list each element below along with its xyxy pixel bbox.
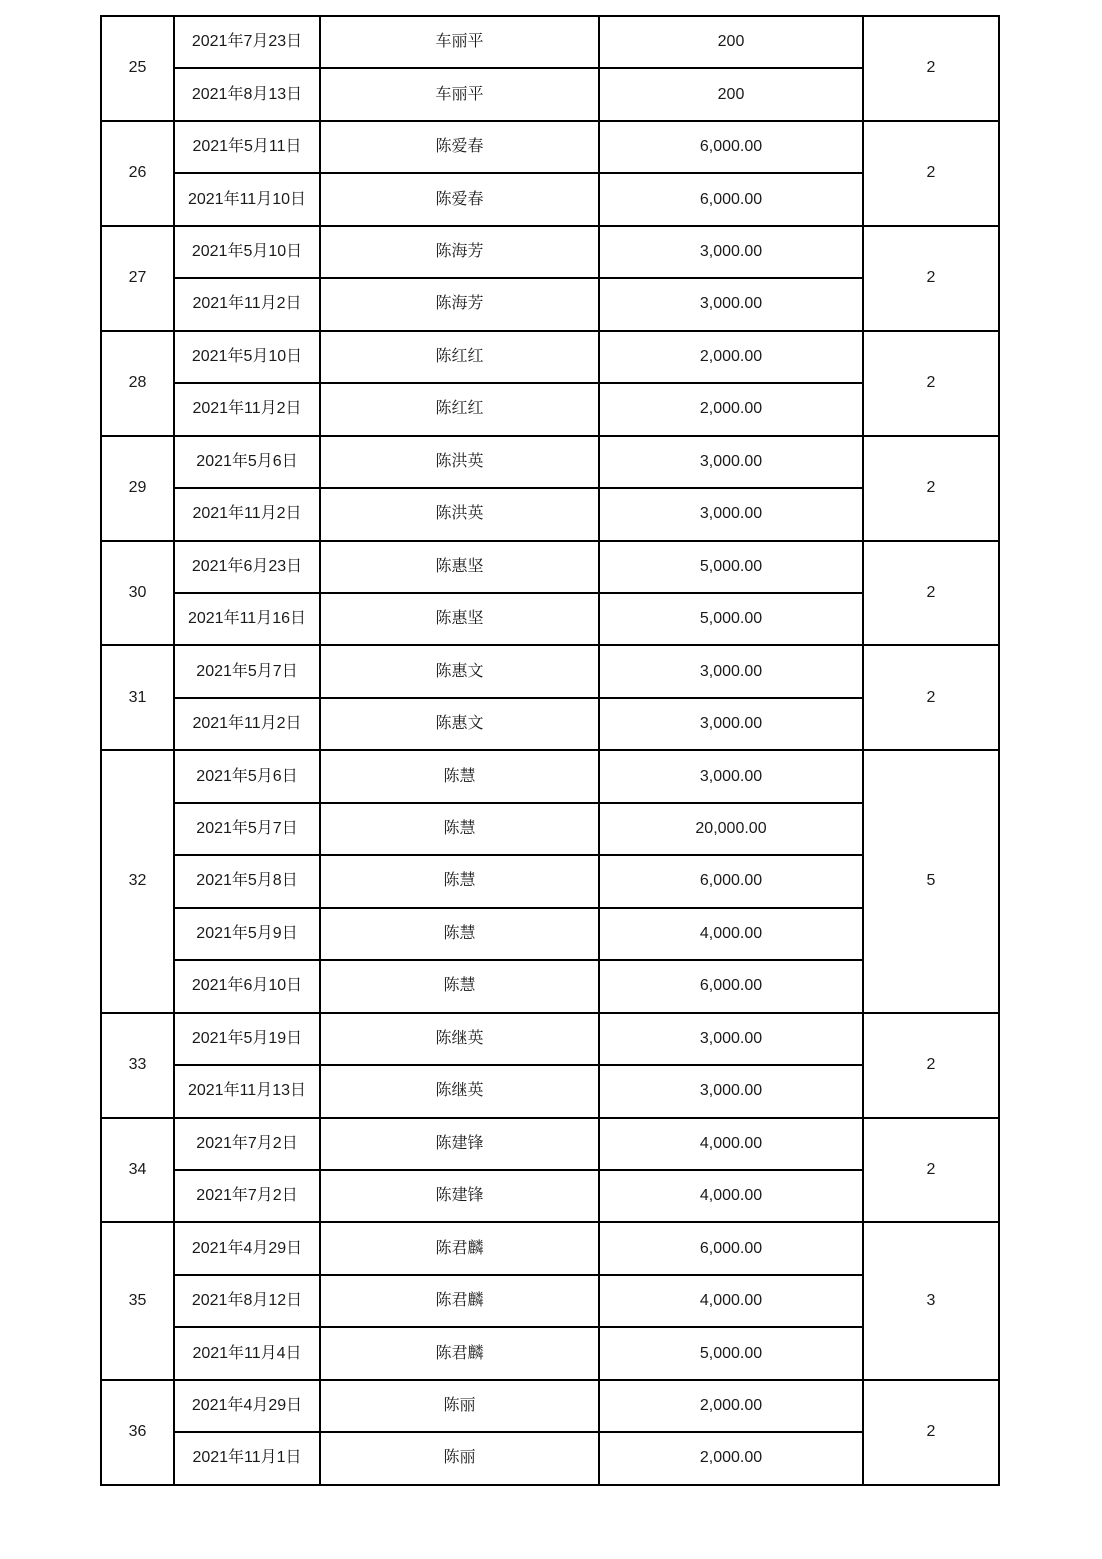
- amount-cell: 5,000.00: [599, 541, 863, 593]
- table-row: [101, 1013, 999, 1065]
- amount-cell: 4,000.00: [599, 1118, 863, 1170]
- amount-cell: 3,000.00: [599, 645, 863, 697]
- row-index-cell: 25: [101, 16, 174, 121]
- table-body: [101, 16, 999, 1485]
- date-cell: 2021年11月2日: [174, 278, 320, 330]
- table-row: [101, 331, 999, 383]
- table-row: [101, 750, 999, 802]
- date-cell: 2021年5月10日: [174, 331, 320, 383]
- row-index-cell: 30: [101, 541, 174, 646]
- count-cell: 2: [863, 226, 999, 331]
- amount-cell: 3,000.00: [599, 226, 863, 278]
- row-index-cell: 36: [101, 1380, 174, 1485]
- amount-cell: 5,000.00: [599, 1327, 863, 1379]
- amount-cell: 3,000.00: [599, 750, 863, 802]
- date-cell: 2021年11月10日: [174, 173, 320, 225]
- amount-cell: 4,000.00: [599, 908, 863, 960]
- name-cell: 陈海芳: [320, 226, 599, 278]
- date-cell: 2021年11月2日: [174, 488, 320, 540]
- name-cell: 陈慧: [320, 855, 599, 907]
- row-index-cell: 35: [101, 1222, 174, 1379]
- count-cell: 3: [863, 1222, 999, 1379]
- date-cell: 2021年8月12日: [174, 1275, 320, 1327]
- name-cell: 陈爱春: [320, 121, 599, 173]
- record-table: [100, 15, 1000, 1486]
- amount-cell: 6,000.00: [599, 960, 863, 1012]
- date-cell: 2021年5月7日: [174, 645, 320, 697]
- amount-cell: 2,000.00: [599, 1432, 863, 1484]
- name-cell: 陈洪英: [320, 436, 599, 488]
- amount-cell: 3,000.00: [599, 1013, 863, 1065]
- name-cell: 陈慧: [320, 960, 599, 1012]
- count-cell: 2: [863, 1118, 999, 1223]
- amount-cell: 6,000.00: [599, 121, 863, 173]
- name-cell: 陈慧: [320, 803, 599, 855]
- table-row: [101, 541, 999, 593]
- date-cell: 2021年7月2日: [174, 1170, 320, 1222]
- name-cell: 陈丽: [320, 1380, 599, 1432]
- date-cell: 2021年11月13日: [174, 1065, 320, 1117]
- name-cell: 陈君麟: [320, 1327, 599, 1379]
- date-cell: 2021年5月9日: [174, 908, 320, 960]
- date-cell: 2021年4月29日: [174, 1222, 320, 1274]
- name-cell: 车丽平: [320, 68, 599, 120]
- date-cell: 2021年6月10日: [174, 960, 320, 1012]
- date-cell: 2021年4月29日: [174, 1380, 320, 1432]
- table-row: [101, 121, 999, 173]
- amount-cell: 6,000.00: [599, 1222, 863, 1274]
- date-cell: 2021年5月6日: [174, 436, 320, 488]
- date-cell: 2021年5月7日: [174, 803, 320, 855]
- date-cell: 2021年11月4日: [174, 1327, 320, 1379]
- amount-cell: 2,000.00: [599, 1380, 863, 1432]
- date-cell: 2021年11月2日: [174, 383, 320, 435]
- name-cell: 陈惠文: [320, 645, 599, 697]
- amount-cell: 3,000.00: [599, 436, 863, 488]
- date-cell: 2021年5月10日: [174, 226, 320, 278]
- amount-cell: 6,000.00: [599, 855, 863, 907]
- name-cell: 陈君麟: [320, 1275, 599, 1327]
- table-row: [101, 436, 999, 488]
- row-index-cell: 28: [101, 331, 174, 436]
- date-cell: 2021年5月19日: [174, 1013, 320, 1065]
- name-cell: 陈慧: [320, 750, 599, 802]
- table-row: [101, 1380, 999, 1432]
- amount-cell: 3,000.00: [599, 1065, 863, 1117]
- name-cell: 车丽平: [320, 16, 599, 68]
- name-cell: 陈继英: [320, 1065, 599, 1117]
- row-index-cell: 34: [101, 1118, 174, 1223]
- date-cell: 2021年11月16日: [174, 593, 320, 645]
- table-row: [101, 1222, 999, 1274]
- amount-cell: 2,000.00: [599, 383, 863, 435]
- amount-cell: 3,000.00: [599, 488, 863, 540]
- amount-cell: 2,000.00: [599, 331, 863, 383]
- table-row: [101, 1118, 999, 1170]
- amount-cell: 20,000.00: [599, 803, 863, 855]
- count-cell: 2: [863, 1380, 999, 1485]
- row-index-cell: 33: [101, 1013, 174, 1118]
- date-cell: 2021年5月8日: [174, 855, 320, 907]
- count-cell: 2: [863, 645, 999, 750]
- row-index-cell: 27: [101, 226, 174, 331]
- amount-cell: 4,000.00: [599, 1275, 863, 1327]
- amount-cell: 5,000.00: [599, 593, 863, 645]
- amount-cell: 4,000.00: [599, 1170, 863, 1222]
- date-cell: 2021年5月6日: [174, 750, 320, 802]
- date-cell: 2021年11月2日: [174, 698, 320, 750]
- amount-cell: 3,000.00: [599, 278, 863, 330]
- row-index-cell: 26: [101, 121, 174, 226]
- name-cell: 陈红红: [320, 383, 599, 435]
- count-cell: 2: [863, 1013, 999, 1118]
- row-index-cell: 32: [101, 750, 174, 1012]
- table-row: [101, 645, 999, 697]
- name-cell: 陈丽: [320, 1432, 599, 1484]
- row-index-cell: 29: [101, 436, 174, 541]
- name-cell: 陈惠文: [320, 698, 599, 750]
- amount-cell: 200: [599, 68, 863, 120]
- date-cell: 2021年11月1日: [174, 1432, 320, 1484]
- amount-cell: 6,000.00: [599, 173, 863, 225]
- name-cell: 陈君麟: [320, 1222, 599, 1274]
- name-cell: 陈慧: [320, 908, 599, 960]
- count-cell: 2: [863, 541, 999, 646]
- date-cell: 2021年6月23日: [174, 541, 320, 593]
- count-cell: 2: [863, 16, 999, 121]
- name-cell: 陈继英: [320, 1013, 599, 1065]
- table-row: [101, 226, 999, 278]
- date-cell: 2021年7月2日: [174, 1118, 320, 1170]
- name-cell: 陈建锋: [320, 1118, 599, 1170]
- count-cell: 2: [863, 331, 999, 436]
- date-cell: 2021年5月11日: [174, 121, 320, 173]
- count-cell: 2: [863, 121, 999, 226]
- name-cell: 陈建锋: [320, 1170, 599, 1222]
- table-row: [101, 16, 999, 68]
- name-cell: 陈爱春: [320, 173, 599, 225]
- name-cell: 陈惠坚: [320, 541, 599, 593]
- name-cell: 陈惠坚: [320, 593, 599, 645]
- amount-cell: 200: [599, 16, 863, 68]
- date-cell: 2021年7月23日: [174, 16, 320, 68]
- name-cell: 陈海芳: [320, 278, 599, 330]
- count-cell: 5: [863, 750, 999, 1012]
- row-index-cell: 31: [101, 645, 174, 750]
- date-cell: 2021年8月13日: [174, 68, 320, 120]
- amount-cell: 3,000.00: [599, 698, 863, 750]
- name-cell: 陈红红: [320, 331, 599, 383]
- name-cell: 陈洪英: [320, 488, 599, 540]
- count-cell: 2: [863, 436, 999, 541]
